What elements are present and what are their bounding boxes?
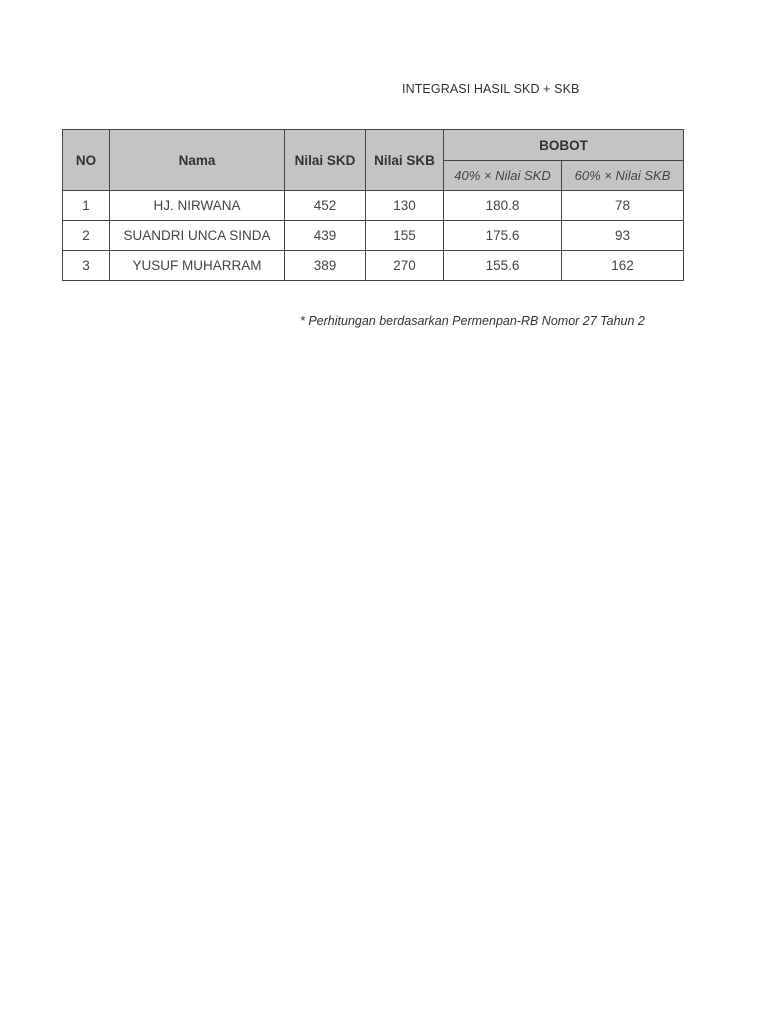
cell-nilai-skb: 155 [366, 221, 444, 251]
footnote: * Perhitungan berdasarkan Permenpan-RB Nomor 27 Tahun 2 [300, 314, 645, 328]
header-bobot: BOBOT [444, 130, 684, 161]
header-nilai-skb: Nilai SKB [366, 130, 444, 191]
table-body [63, 191, 684, 281]
cell-nilai-skd: 389 [285, 251, 366, 281]
cell-bobot-skb: 162 [562, 251, 684, 281]
cell-nilai-skb: 130 [366, 191, 444, 221]
cell-nama: YUSUF MUHARRAM [110, 251, 285, 281]
cell-bobot-skd: 180.8 [444, 191, 562, 221]
header-nama: Nama [110, 130, 285, 191]
header-row [63, 130, 684, 161]
cell-bobot-skb: 78 [562, 191, 684, 221]
results-table [62, 129, 684, 281]
header-nilai-skd: Nilai SKD [285, 130, 366, 191]
cell-nilai-skd: 439 [285, 221, 366, 251]
cell-no: 3 [63, 251, 110, 281]
cell-nilai-skd: 452 [285, 191, 366, 221]
header-bobot-skd: 40% × Nilai SKD [444, 161, 562, 191]
cell-nama: HJ. NIRWANA [110, 191, 285, 221]
table-header [63, 130, 684, 191]
cell-bobot-skd: 175.6 [444, 221, 562, 251]
cell-bobot-skd: 155.6 [444, 251, 562, 281]
table-row [63, 221, 684, 251]
cell-no: 1 [63, 191, 110, 221]
cell-bobot-skb: 93 [562, 221, 684, 251]
table-row [63, 251, 684, 281]
cell-nilai-skb: 270 [366, 251, 444, 281]
cell-no: 2 [63, 221, 110, 251]
table-row [63, 191, 684, 221]
cell-nama: SUANDRI UNCA SINDA [110, 221, 285, 251]
header-bobot-skb: 60% × Nilai SKB [562, 161, 684, 191]
document-title: INTEGRASI HASIL SKD + SKB [402, 82, 580, 96]
header-no: NO [63, 130, 110, 191]
